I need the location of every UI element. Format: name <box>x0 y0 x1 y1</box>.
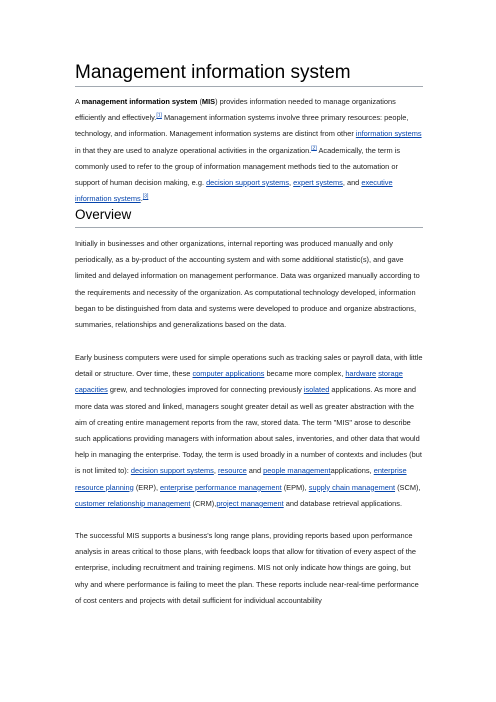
link-information-systems[interactable]: information systems <box>355 129 422 139</box>
reference-link-2[interactable]: [2] <box>311 145 317 152</box>
section-heading-overview: Overview <box>75 207 132 222</box>
paragraph-text: (EPM), <box>281 482 309 492</box>
reference-link-3[interactable]: [3] <box>142 193 149 200</box>
link-enterprise-resource-planning[interactable]: enterprise resource planning <box>75 466 407 492</box>
link-hardware[interactable]: hardware <box>345 369 377 379</box>
link-storage-capacities[interactable]: storage capacities <box>75 369 403 395</box>
paragraph-text: Early business computers were used for simple operations such as tracking sales or payroll data, with little detail or structure. Over time, these <box>75 353 423 379</box>
intro-text: ( <box>197 97 202 106</box>
intro-text: . <box>140 194 143 204</box>
paragraph-text: and <box>246 466 264 476</box>
intro-text: , <box>289 178 294 188</box>
intro-text: ) provides information needed to manage organizations efficiently and effectively. <box>75 97 396 123</box>
paragraph-text: grew, and technologies improved for connecting previously <box>107 385 304 395</box>
acronym-bold: MIS <box>201 97 216 106</box>
intro-text: Management information systems involve three primary resources: people, technology, and information. Management information systems are distinct from other <box>75 113 409 139</box>
link-supply-chain-management[interactable]: supply chain management <box>308 482 396 492</box>
reference-link-1[interactable]: [1] <box>156 112 162 119</box>
overview-paragraph-3: The successful MIS supports a business's long range plans, providing reports based upon performance analysis in areas critical to those plans, with feedback loops that allow for titivation of every aspect of the enterprise, including recruitment and training regimens. MIS not only indicate how things are going, but why and where performance is failing to meet the plan. These reports include near-real-time performance of cost centers and projects with detail sufficient for individual accountability <box>75 531 419 605</box>
link-customer-relationship-management[interactable]: customer relationship management <box>75 498 191 508</box>
link-people-management[interactable]: people management <box>263 466 331 476</box>
link-decision-support-systems[interactable]: decision support systems <box>206 178 290 188</box>
title-divider <box>75 86 423 87</box>
paragraph-text: applications. As more and more data was stored and linked, managers sought greater detail as well as greater abstraction with the aim of creating entire management reports from the raw, stored data. The term "MIS" arose to describe such applications providing managers with information about sales, inventories, and other data that would help in managing the enterprise. Today, the term is used broadly in a number of contexts and includes (but is not limited to): <box>75 385 422 476</box>
intro-paragraph <box>75 94 423 207</box>
intro-text: A <box>75 97 82 106</box>
link-decision-support-systems[interactable]: decision support systems <box>130 466 214 476</box>
page-title: Management information system <box>75 62 351 83</box>
overview-paragraph-2 <box>75 350 423 512</box>
link-computer-applications[interactable]: computer applications <box>192 369 265 379</box>
overview-paragraph-1: Initially in businesses and other organizations, internal reporting was produced manually and only periodically, as a by-product of the accounting system and with some additional statistic(s), and gave limited and delayed information on management performance. Data was organized manually according to the requirements and necessity of the organization. As computational technology developed, information began to be distinguished from data and systems were developed to produce and organize abstractions, summaries, relationships and generalizations based on the data. <box>75 239 420 330</box>
intro-text: in that they are used to analyze operational activities in the organization. <box>75 145 312 155</box>
link-enterprise-performance-management[interactable]: enterprise performance management <box>160 482 282 492</box>
paragraph-text: , <box>213 466 218 476</box>
paragraph-text: (ERP), <box>133 482 161 492</box>
paragraph-text: and database retrieval applications. <box>283 498 403 508</box>
paragraph-text: (SCM), <box>395 482 421 492</box>
intro-text: Academically, the term is commonly used to refer to the group of information management methods tied to the automation or support of human decision making, e.g. <box>75 145 401 188</box>
link-isolated[interactable]: isolated <box>303 385 330 395</box>
intro-text: , and <box>342 178 362 188</box>
paragraph-text: (CRM), <box>190 498 217 508</box>
paragraph-text: became more complex, <box>264 369 346 379</box>
link-resource[interactable]: resource <box>217 466 247 476</box>
link-project-management[interactable]: project management <box>216 498 284 508</box>
section-divider <box>75 227 423 228</box>
paragraph-text: applications, <box>330 466 374 476</box>
term-bold: management information system <box>81 97 198 106</box>
link-expert-systems[interactable]: expert systems <box>293 178 343 188</box>
link-executive-information-systems[interactable]: executive information systems <box>75 178 393 204</box>
